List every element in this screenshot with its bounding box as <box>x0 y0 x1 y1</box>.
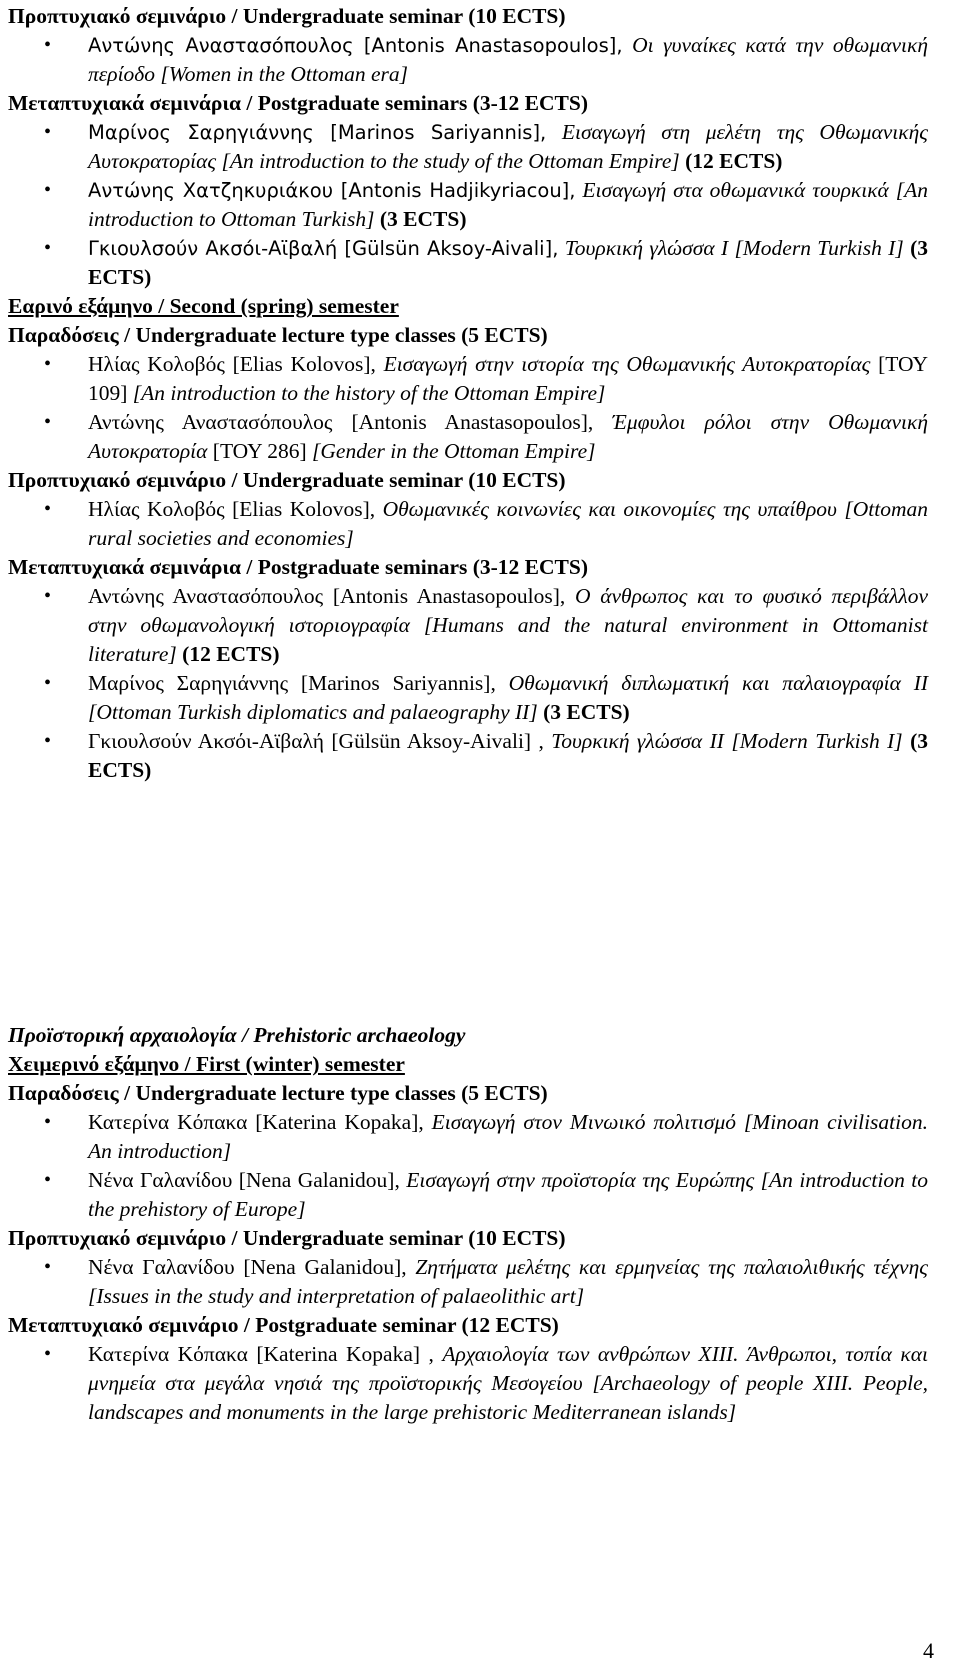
heading-undergrad-seminar: Προπτυχιακό σεμινάριο / Undergraduate seminar (10 ECTS) <box>8 468 566 492</box>
course-title: Οθωμανικές κοινωνίες και οικονομίες της υπαίθρου [Ottoman rural societies and economies] <box>88 497 928 550</box>
prehistory-section <box>8 1021 928 1427</box>
course-code: [ΤΟΥ 286] <box>212 439 307 463</box>
heading-undergrad-seminar: Προπτυχιακό σεμινάριο / Undergraduate seminar (10 ECTS) <box>8 4 566 28</box>
list-item <box>8 234 928 292</box>
heading-postgrad-seminar: Μεταπτυχιακό σεμινάριο / Postgraduate seminar (12 ECTS) <box>8 1313 559 1337</box>
course-title: Αρχαιολογία των ανθρώπων ΧΙΙΙ. Άνθρωποι, τοπία και μνημεία στα μεγάλα νησιά της προϊστορικής Μεσογείου [Archaeology of people XIII. People, landscapes and monuments in the large prehistoric Mediterranean islands] <box>88 1342 928 1424</box>
course-title: Ζητήματα μελέτης και ερμηνείας της παλαιολιθικής τέχνης [Issues in the study and interpretation of palaeolithic art] <box>88 1255 928 1308</box>
list-item <box>8 582 928 669</box>
ects: (3 ECTS) <box>543 700 630 724</box>
course-title-en: [Gender in the Ottoman Empire] <box>312 439 596 463</box>
list-item <box>8 1108 928 1166</box>
list-item <box>8 669 928 727</box>
instructor: Αντώνης Χατζηκυριάκου [Antonis Hadjikyriacou], <box>88 179 576 202</box>
list-item <box>8 176 928 234</box>
heading-undergrad-seminar: Προπτυχιακό σεμινάριο / Undergraduate seminar (10 ECTS) <box>8 1226 566 1250</box>
instructor: Αντώνης Αναστασόπουλος [Antonis Anastasopoulos], <box>88 34 623 57</box>
course-title: Τουρκική γλώσσα ΙΙ [Modern Turkish I] <box>551 729 903 753</box>
list-item <box>8 1340 928 1427</box>
instructor: Αντώνης Αναστασόπουλος [Antonis Anastasopoulos], <box>88 410 594 434</box>
instructor: Γκιουλσούν Ακσόι-Αϊβαλή [Gülsün Aksoy-Aivali], <box>88 237 559 260</box>
list-item <box>8 31 928 89</box>
course-title: Ο άνθρωπος και το φυσικό περιβάλλον στην οθωμανολογική ιστοριογραφία [Humans and the natural environment in Ottomanist literature] <box>88 584 929 666</box>
list-item <box>8 118 928 176</box>
list-item <box>8 1253 928 1311</box>
instructor: Αντώνης Αναστασόπουλος [Antonis Anastasopoulos], <box>88 584 566 608</box>
course-title: Εισαγωγή στη μελέτη της Οθωμανικής Αυτοκρατορίας [An introduction to the study of the Ottoman Empire] <box>88 120 928 173</box>
list-item <box>8 727 928 785</box>
list-item <box>8 350 928 408</box>
ects: (3 ECTS) <box>88 729 929 782</box>
course-title-en: [An introduction to the history of the Ottoman Empire] <box>132 381 606 405</box>
ects: (12 ECTS) <box>182 642 280 666</box>
course-code: [ΤΟΥ 109] <box>88 352 929 405</box>
instructor: Μαρίνος Σαρηγιάννης [Marinos Sariyannis], <box>88 121 547 144</box>
heading-postgrad-seminars: Μεταπτυχιακά σεμινάρια / Postgraduate seminars (3-12 ECTS) <box>8 91 589 115</box>
ects: (3 ECTS) <box>88 236 928 289</box>
course-title: Οθωμανική διπλωματική και παλαιογραφία ΙΙ [Ottoman Turkish diplomatics and palaeography II] <box>88 671 929 724</box>
course-title: Έμφυλοι ρόλοι στην Οθωμανική Αυτοκρατορία <box>88 410 928 463</box>
heading-lecture-classes: Παραδόσεις / Undergraduate lecture type classes (5 ECTS) <box>8 1081 548 1105</box>
heading-winter-semester: Χειμερινό εξάμηνο / First (winter) semester <box>8 1052 405 1076</box>
page-number: 4 <box>923 1638 934 1663</box>
instructor: Μαρίνος Σαρηγιάννης [Marinos Sariyannis], <box>88 671 496 695</box>
instructor: Κατερίνα Κόπακα [Katerina Kopaka], <box>88 1110 424 1134</box>
ects: (12 ECTS) <box>685 149 783 173</box>
heading-postgrad-seminars: Μεταπτυχιακά σεμινάρια / Postgraduate seminars (3-12 ECTS) <box>8 555 589 579</box>
instructor: Νένα Γαλανίδου [Nena Galanidou], <box>88 1255 407 1279</box>
instructor: Νένα Γαλανίδου [Nena Galanidou], <box>88 1168 400 1192</box>
course-title: Τουρκική γλώσσα Ι [Modern Turkish I] <box>564 236 904 260</box>
course-title: Οι γυναίκες κατά την οθωμανική περίοδο [Women in the Ottoman era] <box>88 33 928 86</box>
instructor: Ηλίας Κολοβός [Elias Kolovos], <box>88 352 376 376</box>
course-title: Εισαγωγή στα οθωμανικά τουρκικά [An introduction to Ottoman Turkish] <box>88 178 928 231</box>
heading-lecture-classes: Παραδόσεις / Undergraduate lecture type classes (5 ECTS) <box>8 323 548 347</box>
course-title: Εισαγωγή στην προϊστορία της Ευρώπης [An introduction to the prehistory of Europe] <box>88 1168 928 1221</box>
course-title: Εισαγωγή στην ιστορία της Οθωμανικής Αυτοκρατορίας <box>383 352 871 376</box>
section-title: Προϊστορική αρχαιολογία / Prehistoric archaeology <box>8 1023 466 1047</box>
course-title: Εισαγωγή στον Μινωικό πολιτισμό [Minoan civilisation. An introduction] <box>88 1110 928 1163</box>
instructor: Κατερίνα Κόπακα [Katerina Kopaka] , <box>88 1342 434 1366</box>
instructor: Ηλίας Κολοβός [Elias Kolovos], <box>88 497 376 521</box>
list-item <box>8 1166 928 1224</box>
heading-spring-semester: Εαρινό εξάμηνο / Second (spring) semester <box>8 294 399 318</box>
ects: (3 ECTS) <box>379 207 467 231</box>
list-item <box>8 495 928 553</box>
list-item <box>8 408 928 466</box>
ottoman-section <box>8 2 928 785</box>
instructor: Γκιουλσούν Ακσόι-Αϊβαλή [Gülsün Aksoy-Aivali] , <box>88 729 544 753</box>
